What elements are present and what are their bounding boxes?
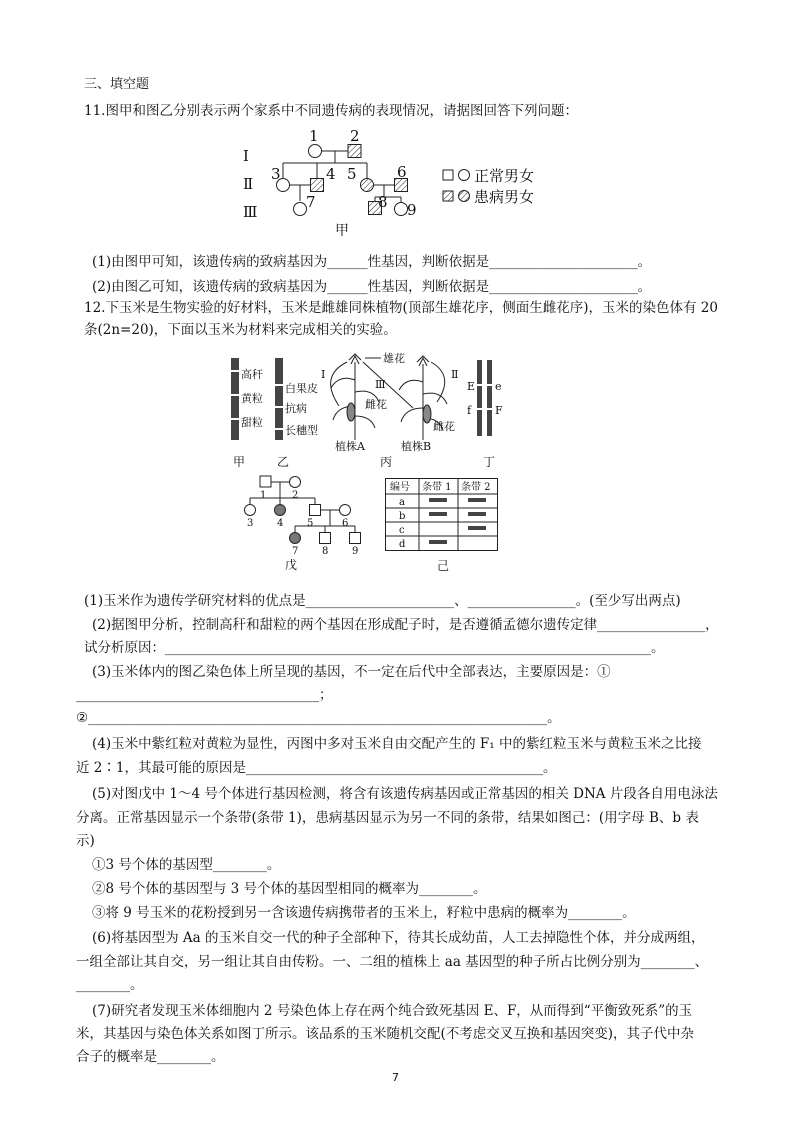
gene-ding-f: f: [467, 404, 472, 417]
wu-individual-5: [310, 505, 321, 516]
table-header-band1: 条带 1: [422, 482, 452, 493]
gene-yi-1: 白果皮: [285, 382, 318, 395]
caption-wu: 戊: [285, 558, 298, 572]
band-c-2: [468, 526, 486, 530]
pedigree-number-9: 9: [407, 201, 417, 219]
chromosome-ding-right: [487, 360, 492, 436]
arrow-label-1: Ⅰ: [321, 368, 326, 381]
q12-line-13: ②8 号个体的基因型与 3 号个体的基因型相同的概率为________。: [92, 881, 487, 897]
pedigree-number-7: 7: [306, 193, 316, 211]
wu-individual-4: [275, 505, 286, 516]
individual-2: [348, 145, 361, 158]
q12-line-5: ____________________________________；: [76, 687, 333, 703]
wu-individual-6: [340, 505, 351, 516]
legend-normal-label: 正常男女: [474, 167, 535, 185]
chromosome-yi: [275, 358, 283, 440]
pedigree-number-3: 3: [271, 165, 281, 183]
corn-figures-top: [225, 350, 525, 470]
wu-number-1: 1: [260, 490, 267, 501]
pedigree-number-1: 1: [309, 127, 319, 145]
individual-5: [361, 179, 374, 192]
gene-jia-1: 高秆: [241, 368, 263, 381]
gene-yi-3: 长穗型: [285, 424, 318, 437]
pedigree-number-2: 2: [350, 127, 360, 145]
individual-4: [311, 179, 324, 192]
individual-7: [294, 203, 307, 216]
pedigree-number-6: 6: [397, 163, 407, 181]
legend-affected-male: [443, 191, 453, 201]
pedigree-number-4: 4: [326, 165, 336, 183]
label-male-flower: 雄花: [383, 352, 405, 365]
label-female-flower-b: 雌花: [433, 420, 455, 433]
caption-ji: 己: [437, 559, 450, 573]
legend-affected-label: 患病男女: [474, 188, 535, 206]
q12-line-10: 分离。正常基因显示一个条带(条带 1)，患病基因显示为另一不同的条带，结果如图己：(用字母 B、b 表: [76, 810, 699, 826]
band-a-1: [429, 498, 447, 502]
pedigree-number-8: 8: [378, 193, 388, 211]
figure-caption-jia: 甲: [335, 223, 349, 237]
wu-number-3: 3: [247, 518, 254, 529]
electrophoresis-table-ji: [385, 478, 505, 574]
wu-individual-3: [245, 505, 256, 516]
q12-line-12: ①3 号个体的基因型________。: [92, 857, 281, 873]
gene-ding-e: e: [495, 380, 502, 393]
corn-plants-illustration: [331, 354, 447, 440]
wu-individual-7: [290, 533, 301, 544]
gene-jia-3: 甜粒: [241, 416, 263, 429]
individual-9: [395, 203, 408, 216]
gene-yi-2: 抗病: [285, 402, 307, 415]
gene-jia-2: 黄粒: [241, 392, 263, 405]
table-row-d: d: [399, 539, 406, 550]
page-number: 7: [392, 1071, 399, 1084]
wu-individual-1: [260, 476, 271, 487]
wu-number-4: 4: [277, 518, 284, 529]
wu-number-9: 9: [352, 546, 359, 557]
pedigree-number-5: 5: [347, 165, 357, 183]
q12-line-6: ②____________________________________________________________________。: [76, 710, 561, 726]
wu-individual-8: [320, 533, 331, 544]
q12-line-14: ③将 9 号玉米的花粉授到另一含该遗传病携带者的玉米上，籽粒中患病的概率为________。: [92, 905, 636, 921]
caption-jia: 甲: [233, 455, 246, 469]
section-title: 三、填空题: [84, 77, 150, 92]
generation-label-2: Ⅱ: [243, 175, 254, 193]
q12-stem-line2: 条(2n=20)，下面以玉米为材料来完成相关的实验。: [84, 322, 397, 338]
table-header-band2: 条带 2: [461, 482, 491, 493]
wu-number-8: 8: [322, 546, 329, 557]
gene-ding-F: F: [495, 404, 503, 417]
table-header-number: 编号: [390, 482, 410, 493]
q12-line-3: 试分析原因：________________________________________________________________________。: [84, 640, 665, 656]
q12-line-2: (2)据图甲分析，控制高秆和甜粒的两个基因在形成配子时，是否遵循孟德尔遗传定律________________，: [92, 617, 719, 633]
caption-yi: 乙: [277, 455, 290, 469]
wu-individual-2: [290, 477, 301, 488]
q12-line-18: (7)研究者发现玉米体细胞内 2 号染色体上存在两个纯合致死基因 E、F，从而得到“平衡致死系”的玉: [92, 1003, 693, 1019]
q11-sub2: (2)由图乙可知，该遗传病的致病基因为______性基因，判断依据是______________________。: [92, 279, 652, 295]
q12-line-7: (4)玉米中紫红粒对黄粒为显性，丙图中多对玉米自由交配产生的 F₁ 中的紫红粒玉米与黄粒玉米之比接: [92, 736, 702, 752]
q12-line-4: (3)玉米体内的图乙染色体上所呈现的基因，不一定在后代中全部表达，主要原因是：①: [92, 664, 611, 680]
individual-1: [309, 145, 322, 158]
generation-label-1: Ⅰ: [243, 147, 249, 165]
q12-line-11: 示): [76, 833, 95, 849]
q11-sub1: (1)由图甲可知，该遗传病的致病基因为______性基因，判断依据是______________________。: [92, 254, 652, 270]
q12-line-20: 合子的概率是________。: [76, 1049, 225, 1065]
q12-stem-line1: 12.下玉米是生物实验的好材料，玉米是雌雄同株植物(顶部生雄花序，侧面生雌花序)，玉米的染色体有 20: [84, 300, 718, 316]
q11-stem: 11.图甲和图乙分别表示两个家系中不同遗传病的表现情况，请据图回答下列问题：: [84, 103, 578, 119]
legend-normal-male: [443, 170, 453, 180]
label-female-flower-a: 雌花: [365, 398, 387, 411]
wu-individual-9: [350, 533, 361, 544]
generation-label-3: Ⅲ: [243, 203, 258, 221]
band-a-2: [468, 498, 486, 502]
chromosome-ding-left: [477, 360, 482, 436]
q12-line-16: 一组全部让其自交，另一组让其自由传粉。一、二组的植株上 aa 基因型的种子所占比例分别为________、: [76, 954, 709, 970]
arrow-label-3: Ⅲ: [375, 378, 386, 391]
arrow-label-2: Ⅱ: [451, 368, 459, 381]
legend-normal-female: [459, 170, 470, 181]
q12-line-8: 近 2∶1，其最可能的原因是____________________________________________。: [76, 760, 557, 776]
gene-ding-E: E: [467, 380, 476, 393]
wu-number-5: 5: [307, 518, 314, 529]
pedigree-wu-figure: [235, 472, 375, 572]
caption-ding: 丁: [483, 455, 496, 469]
q12-line-15: (6)将基因型为 Aa 的玉米自交一代的种子全部种下，待其长成幼苗，人工去掉隐性个体，并分成两组，: [92, 930, 705, 946]
q12-line-19: 米，其基因与染色体关系如图丁所示。该品系的玉米随机交配(不考虑交叉互换和基因突变)，其子代中杂: [76, 1026, 695, 1042]
legend-affected-female: [459, 191, 470, 202]
wu-number-2: 2: [292, 490, 299, 501]
plant-a-label: 植株A: [335, 440, 365, 453]
band-d-1: [429, 540, 447, 544]
table-row-b: b: [399, 511, 406, 522]
wu-number-7: 7: [292, 546, 299, 557]
wu-number-6: 6: [342, 518, 349, 529]
plant-b-label: 植株B: [401, 440, 432, 453]
q12-line-9: (5)对图戊中 1～4 号个体进行基因检测，将含有该遗传病基因或正常基因的相关 DNA 片段各自用电泳法: [92, 786, 718, 802]
table-row-a: a: [399, 497, 405, 508]
q12-line-1: (1)玉米作为遗传学研究材料的优点是______________________、________________。(至少写出两点): [84, 593, 681, 609]
pedigree-jia-figure: [235, 125, 565, 237]
caption-bing: 丙: [380, 455, 393, 469]
table-row-c: c: [399, 525, 405, 536]
q12-line-17: ________。: [76, 977, 144, 993]
band-b-2: [468, 512, 486, 516]
band-b-1: [429, 512, 447, 516]
